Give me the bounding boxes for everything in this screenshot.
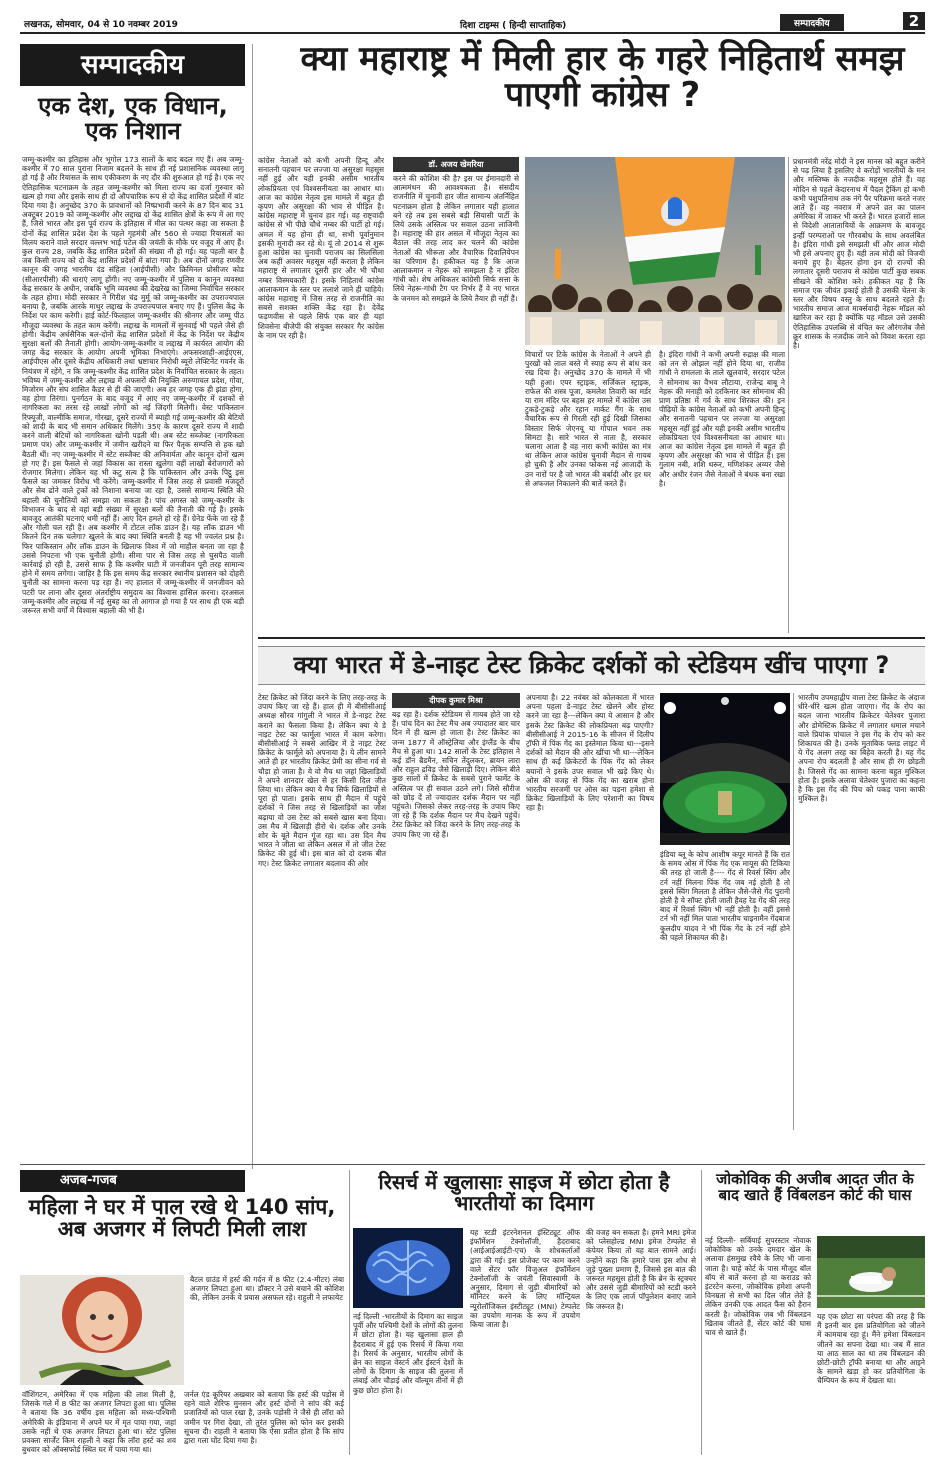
woman-portrait-photo	[20, 1275, 184, 1385]
cricket-col-3: अपनाया है। 22 नवंबर को कोलकाता में भारत अपना पहला डे-नाइट टेस्ट खेलने और होस्ट करने जा रहा है---लेकिन क्या ये आसान है और इसके टेस्ट क्रिकेट की लोकप्रियता बढ़ पाएगी? बीसीसीआई ने 2015-16 के सीजन में दिलीप ट्रॉफी में पिंक गेंद का इस्तेमाल किया था---इसने दर्शकों को मैदान की ओर खींचा भी था---लेकिन साथ ही कई क्रिकेटरों के पिंक गेंद को लेकर बयानों ने इसके उपर सवाल भी खड़े किए थे। ओस की वजह से पिंक गेंद का खराब होना भारतीय सरजमीं पर ओस का पड़ना हमेशा से क्रिकेट खिलाड़ियों के लिए परेशानी का विषय रहा है।	[526, 693, 654, 813]
brain-scan-photo	[353, 1228, 463, 1308]
snake-headline: महिला ने घर में पाल रखे थे 140 सांप, अब अजगर में लिपटी मिली लाश	[28, 1195, 336, 1242]
congress-col-2: करने की कोशिश की है? इस पर ईमानदारी से आत्ममंथन की आवश्यकता है। संसदीय राजनीति में चुनावी हार जीत सामान्य अंतर्निहित घटनाक्रम होता है लेकिन लगातार यही हालात बने रहे तब इस सबसे बड़ी सियासी पार्टी के लिये उसके अस्तित्व पर सवाल उठना लाजिमी है। महाराष्ट्र की हार असल में मौजूदा नेतृत्व का बैठाल की तरह लाद कर चलने की कांग्रेस नेताओं की भीरूता और वैचारिक दिवालियेपन का परिणाम है। हकीकत यह है कि आज आलाकमान न नेहरू को समझता है न इंदिरा गांधी को। शेष अधिकतर कांग्रेसी सिर्फ सत्ता के लिये नेहरू-गांधी टैग पर निर्भर हैं वे नए भारत के जनमन को समझते के लिये तैयार ही नहीं हैं।	[393, 174, 519, 303]
congress-col-3: विचारों पर टिके कांग्रेस के नेताओं ने अपने ही पुरखों को लाल बस्ते में स्याह रूप से बांध कर रख दिया है। अनुच्छेद 370 के मामले में भी यही हुआ। एयर स्ट्राइक, सर्जिकल स्ट्राइक, राफेल की शस्त्र पूजा, कमलेश तिवारी का मर्डर या राम मंदिर पर बहस हर मामले में कांग्रेस उस टुकड़े-टुकड़े और रहान मार्कट गैंग के साथ वैचारिक रूप से गिरती रही हुई दिखी जिसका विस्तार सिर्फ जेएनयू या गोपाल भवन तक सिमटा है। सारे भारत से नाता है, सरकार चलाना आता है वह नारा कभी कांग्रेस का मंत्र था लेकिन आज कांग्रेस चुनावी मैदान से गायब हो चुकी है और उनका फोकस नई आजादी के उन नारों पर है जो भारत की बर्बादी और हर घर से अफजल निकालने की बातें करते हैं।	[525, 350, 651, 488]
masthead-section: सम्पादकीय	[780, 14, 844, 31]
jokovic-headline: जोकोविक की अजीब आदत जीत के बाद खाते हैं विंबलडन कोर्ट की घास	[716, 1170, 914, 1204]
column-divider	[788, 157, 789, 633]
congress-col-1: कांग्रेस नेताओं को कभी अपनी हिन्दू और सनातनी पहचान पर लज्जा या असुरक्षा महसूस नहीं हुई और यही इनकी असीम भारतीय लोकप्रियता एवं विश्वसनीयता का आधार था। आज का कांग्रेस नेतृत्व इस मामले में बहुत ही कृपण और असुरक्षा की भाव से पीड़ित है। कांग्रेस महाराष्ट्र में चुनाव हार गई। वह राष्ट्रवादी कांग्रेस से भी पीछे चौथे नम्बर की पार्टी हो गई। अमल में यह होना ही था, सभी पूर्वानुमान इसकी मुनादी कर रहे थे। यूं तो 2014 से शुरू हुआ कांग्रेस का चुनावी पराजय का सिलसिला अब कहीं अवसर महसूस नहीं कराता है लेकिन महाराष्ट्र से लगातार दूसरी हार और भी चौथा नम्बर विस्मयकारी है। इसके निहितार्थ कांग्रेस आलाकमान के स्तर पर तलाशे जाने ही चाहिये। कांग्रेस महाराष्ट्र में जिस तरह से राजनीति का सबसे सशक्त शक्ति केंद्र रहा है। देवेंद्र फड़णवीस से पहले सिर्फ एक बार ही यहां शिवसेना बीजेपी की संयुक्त सरकार गैर कांग्रेस के नाम पर रही है।	[258, 156, 384, 340]
section-rule	[258, 637, 925, 639]
editorial-title: एक देश, एक विधान, एक निशान	[38, 92, 228, 146]
cricket-col-4: इंडिया ब्लू के कोच आशीष कपूर मानते हैं कि रात के समय ओस में पिंक गेंद एक मायूस की टिकिया की तरह हो जाती है---- गेंद से रिवर्स स्विंग और टर्न नहीं मिलना पिंक गेंद जब नई होती है तो इससे स्विंग मिलता है लेकिन जैसे-जैसे गेंद पुरानी होती है ये सॉफ्ट होती जाती हैवह रेड गेंद की तरह बाद में रिवर्स स्विंग भी नहीं होती है। वहीं इससे टर्न भी नहीं मिल पाता भारतीय चाइनामैन गेंदबाज कुलदीप यादव ने भी पिंक गेंद के टर्न नहीं होने की पहले शिकायत की है।	[660, 850, 790, 942]
snake-col-1: बैटल ग्राउंड में हर्स्ट की गर्दन में 8 फीट (2.4-मीटर) लंबा अजगर लिपटा हुआ था। डॉक्टर ने उसे बचाने की कोशिश की, लेकिन उनके ये प्रयास असफल रहे। राहुली ने लफायेट	[190, 1275, 344, 1303]
editorial-text: जम्मू-कश्मीर का इतिहास और भूगोल 173 सालों के बाद बदल गए हैं। अब जम्मू-कश्मीर में 70 साल पुराना निजाम बदलने के साथ ही नई प्रशासनिक व्यवस्था लागू हो गई है और रियासत के साथ एकीकरण के नए दौर की शुरुआत हो गई है। एक नए ऐतिहासिक घटनाक्रम के तहत जम्मू-कश्मीर को मिला राज्य का दर्जा गुरुवार को खत्म हो गया और इसके साथ ही दो औपचारिक रूप से दो केंद्र शासित प्रदेशों में बांट दिया गया है। अनुच्छेद 370 के प्रावधानों को निष्प्रभावी करने के 87 दिन बाद 31 अक्टूबर 2019 को जम्मू-कश्मीर और लद्दाख दो केंद्र शासित क्षेत्रों के रूप में आ गए हैं, जिसे भारत और इस पूर्व राज्य के इतिहास में मील का पत्थर कहा जा सकता है दोनों केंद्र शासित प्रदेश देश के पहले गृहमंत्री और 560 से ज्यादा रियासतों का विलय कराने वाले सरदार वल्लभ भाई पटेल की जयंती के मौके पर वजूद में आए हैं। कुल राज्य 28, जबकि केंद्र शासित प्रदेशों की संख्या नौ हो गई। यह पहली बार है जब किसी राज्य को दो केंद्र शासित प्रदेशों में बांटा गया है। अब दोनों जगह रणवीर कानून की जगह भारतीय दंड संहिता (आईपीसी) और क्रिमिनल प्रोसीजर कोड (सीआरपीसी) की धाराएं लागू होंगी। नए जम्मू-कश्मीर में पुलिस व कानून व्यवस्था केंद्र सरकार के अधीन, जबकि भूमि व्यवस्था की देखरेख का जिम्मा निर्वाचित सरकार के तहत होगा। मोदी सरकार ने गिरीश चंद्र मुर्मू को जम्मू-कश्मीर का उपराज्यपाल बनाया है, जबकि आरके माथुर लद्दाख के उपराज्यपाल बनाए गए हैं। पुलिस केंद्र के निर्देश पर काम करेगी। हाई कोर्ट-फिलहाल जम्मू-कश्मीर की श्रीनगर और जम्मू पीठ मौजूदा व्यवस्था के तहत काम करेंगी। लद्दाख के मामलों में सुनवाई भी पहले जैसे ही होगी। केंद्रीय अर्धसैनिक बल-दोनों केंद्र शासित प्रदेशों में केंद्र के निर्देश पर केंद्रीय सुरक्षा बलों की तैनाती होगी। आयोग-जम्मू-कश्मीर व लद्दाख में कार्यरत आयोग की जगह केंद्र सरकार के आयोग अपनी भूमिका निभाएंगे। अफसरशाही-आईएएस, आईपीएस और दूसरे केंद्रीय अधिकारी तथा भ्रष्टाचार निरोधी ब्यूरो लेफ्टिनेंट गवर्नर के नियंत्रण में रहेंगे, न कि जम्मू-कश्मीर केंद्र शासित प्रदेश के निर्वाचित सरकार के तहत। भविष्य में जम्मू-कश्मीर और लद्दाख में अफसरों की नियुक्ति अरुणाचल प्रदेश, गोवा, मिजोरम और संघ शासित कैडर से ही की जाएगी। अब हर जगह एक ही झंडा होगा, वह होगा तिरंगा। पुनर्गठन के बाद वजूद में आए नए जम्मू-कश्मीर में दशकों से नागरिकता का तरस रहे लाखों लोगों को नई जिंदगी मिलेगी। वेस्ट पाकिस्तान रिफ्यूजी, वाल्मीकि समाज, गोरखा, दूसरे राज्यों में ब्याही गई जम्मू-कश्मीर की बेटियों को शादी के बाद भी समान अधिकार मिलेंगे। 35ए के कारण दूसरे राज्य में शादी करने वाली बेटियों को नागरिकता खोनी पड़ती थी। अब स्टेट सब्जेक्ट (नागरिकता प्रमाण पत्र) और जम्मू-कश्मीर में जमीन खरीदने या फिर पैतृक सम्पत्ति से हक खो बैठती थीं। नए जम्मू-कश्मीर में स्टेट सब्जैक्ट की अनिवार्यता और कानून दोनों खत्म हो गए हैं। इस फैसले से जहां विकास का रास्ता खुलेगा वहीं लाखों बेरोजगारों को रोजगार मिलेगा। लेकिन यह भी कटु सत्य है कि पाकिस्तान और उनके पिट्ठू इस फैसले का जमकर विरोध भी करेंगे। जम्मू-कश्मीर में जिस तरह से प्रवासी मजदूरों और सेब ढोने वाले ट्रकों को निशाना बनाया जा रहा है, उससे सामान्य स्थिति की बहाली की चुनौतियों को समझा जा सकता है। पांच अगस्त को जम्मू-कश्मीर के विभाजन के बाद से वहां बड़ी संख्या में सुरक्षा बलों की तैनाती की गई है। इसके बावजूद आतंकी घटनाएं थमी नहीं हैं। आए दिन हमले हो रहे हैं। ग्रेनेड फेंके जा रहे हैं और गोली चल रही है। अब कश्मीर में टोटल लॉक डाउन है। यह लॉक डाउन भी कितने दिन तक चलेगा? खुलने के बाद क्या स्थिति बनती है यह भी ज्वलंत प्रश्न है। फिर पाकिस्तान और लॉक डाउन के खिलाफ विश्व में जो माहौल बनता जा रहा है उससे निपटना भी एक चुनौती होगी। सीमा पार से जिस तरह से घुसपैठ वाली कार्रवाई हो रही है, उससे साफ है कि कश्मीर घाटी में जनजीवन पूरी तरह सामान्य होने में समय लगेगा। जाहिर है कि इस समय केंद्र सरकार स्थानीय प्रशासन को दोहरी चुनौती का सामना करना पड़ रहा है। नए हालात में जम्मू-कश्मीर में जनजीवन को पटरी पर लाना और दूसरा अंतर्राष्ट्रीय समुदाय का विश्वास हासिल करना। दरअसल जम्मू-कश्मीर और लद्दाख में नई सुबह का तो आगाज हो गया है पर साथ ही एक बड़ी जरूरत सभी वर्गों में विश्वास बहाली की भी है।	[22, 155, 244, 615]
snake-col-3: जर्नल एंड कूरियर अखबार को बताया कि हर्स्ट की पड़ोस में रहने वाले शेरिफ मुनसन और हर्स्ट दोनों ने सांप की कई प्रजातियों को पाल रखा है, उनके पड़ोसी ने जैसे ही लॉरा को जमीन पर गिरा देखा, तो तुरंत पुलिस को फोन कर इसकी सूचना दी। राहली ने बताया कि ऐसा प्रतीत होता है कि सांप द्वारा गला घोंट दिया गया है।	[184, 1390, 344, 1446]
jokovic-grass-photo	[817, 1236, 925, 1308]
column-divider	[701, 1170, 702, 1455]
brain-col-3: की वजह बन सकता है। हमने MRI इमेज को प्लेसहोल्ड MNI इमेज टेम्पलेट से कंपेयर किया तो यह बात सामने आई। उन्होंने कहा कि हमारे पास इस शोध से जुड़े पुख्ता प्रमाण हैं, जिससे इस बात की जरूरत महसूस होती है कि ब्रेन के स्ट्रक्चर और उससे जुड़ी बीमारियों को स्टडी करने के लिए एक लार्ज पॉपुलेशन बनाए जाने कि जरूरत है।	[586, 1228, 696, 1311]
editorial-banner: सम्पादकीय	[20, 44, 245, 86]
column-divider	[349, 1170, 350, 1455]
column-divider	[793, 693, 794, 1130]
stadium-night-photo	[660, 693, 790, 845]
snake-col-2: वॉशिंगटन, अमेरिका में एक महिला की लाश मिली है, जिसके गले में 8 फीट का अजगर लिपटा हुआ था। पुलिस ने बताया कि 36 वर्षीय इस महिला को मध्य-पश्चिमी अमेरिकी के इंडियाना में अपने घर में मृत पाया गया, जहां उसके नहीं थे एक अजगर लिपटा हुआ था। स्टेट पुलिस प्रवक्ता सार्जेंट किम राहली ने कहा कि लॉरा हर्स्ट का शव बुधवार को ऑक्सफोर्ड स्थित घर में पाया गया था।	[22, 1390, 176, 1454]
ajab-gajab-label: अजब-गजब	[20, 1170, 245, 1192]
masthead	[20, 14, 925, 34]
cricket-byline: दीपक कुमार मिश्रा	[392, 693, 520, 708]
jokovic-col-1: नई दिल्ली- सर्बियाई सुपरस्टार नोवाक जोकोविक को उनके दमदार खेल के अलावा हंसमुख रवैये के लिए भी जाना जाता है। चाहे कोर्ट के पास मौजूद बॉल बॉय से बातें करना हो या कराउड को इंटरटेन करना, जोकोविक हमेशा अपनी विनम्रता से सभी का दिल जीत लेते हैं लेकिन उनकी एक आदत फैंस को हैरान करती है। जोकोविक जब भी विंबलडन खिताब जीतते हैं, सेंटर कोर्ट की घास चाव से खाते हैं।	[705, 1236, 811, 1338]
jokovic-col-2: यह एक छोटा सा परंपरा की तरह है कि मैं इतनी बार इस प्रतियोगिता को जीतने में कामयाब रहा हूं। मैंने हमेशा विंबलडन जीतने का सपना देखा था। जब मैं सात या आठ साल का था तब विंबलडन की छोटी-छोटी ट्रॉफी बनाया था और आइने के सामने खड़ा हो कर प्रतियोगिता के चैम्पियन के रूप में देखता था।	[817, 1312, 925, 1386]
page-number: 2	[903, 12, 925, 30]
congress-byline: डॉ. अजय खेमरिया	[393, 157, 519, 172]
cricket-col-5: भारतीय उपमहाद्वीप वाला टेस्ट क्रिकेट के अंदाज धीरे-धीरे खत्म होता जाएगा। गेंद के रोप का बदल जाना भारतीय क्रिकेटर चेतेश्वर पुजारा और डोमेस्टिक क्रिकेट में लगातार धमाल मचाने वाले प्रियांक पांचाल ने इस गेंद के रोप को कर शिकायत की है। उनके मुताबिक फ्लड लाइट में ये गेंद अलग तरह का बिहेव करती है। यह गेंद अपना रोप बदलती है और साथ ही रंग छोड़ती है। जिससे गेंद का सामना करना बहुत मुश्किल होता है। इसके अलावा चेतेश्वर पुजारा का कहना है कि इस गेंद की पिच को पकड़ पाना काफी मुश्किल है।	[798, 693, 925, 804]
masthead-paper-name: दिशा टाइम्स ( हिन्दी साप्ताहिक)	[460, 21, 567, 31]
congress-headline: क्या महाराष्ट्र में मिली हार के गहरे निहितार्थ समझ पाएगी कांग्रेस ?	[300, 39, 905, 115]
congress-col-5: प्रधानमंत्री नरेंद्र मोदी ने इस मानस को बहुत करीने से पढ़ लिया है इसलिए वे करोड़ों भारतीयों के मन और मस्तिष्क के नजदीक महसूस होते हैं। वह मोदिन से पहले केदारनाथ में पैदल ट्रैकिंग हो कभी कभी पशुपतिनाथ तक नंगे पैर परिक्रमा करते नजर आते हैं। वह नवरात्र में अपने व्रत का पालन अमेरिका में जाकर भी करते हैं। भारत हजारों साल से विदेशी आतातायियों के आक्रमण के बावजूद इन्हीं परम्पराओं पर गौरवबोध के साथ अवलंबित है। इंदिरा गांधी इसे समझती थीं और आज मोदी भी इसे अपनाए हुए हैं। यही तत्व मोदी को विजयी बनाये हुए है। बेहतर होगा इन दो राज्यों की लगातार दूसरी पराजय से कांग्रेस पार्टी कुछ सबक सीखने की कोशिश करे। हकीकत यह है कि समाज एक जीवंत इकाई होती है उसकी चेतना के स्तर और विषय वस्तु के साथ बदलते रहते हैं। भारतीय समाज आज मार्क्सवादी नेहरू मॉडल को खारिज कर रहा है क्योंकि यह मॉडल उसे उसकी ऐतिहासिक उपलब्धि से वंचित कर औरंगजेब जैसे क्रूर शासक के नजदीक जाने को विवश करता रहा है।	[793, 157, 925, 351]
cricket-headline: क्या भारत में डे-नाइट टेस्ट क्रिकेट दर्शकों को स्टेडियम खींच पाएगा ?	[258, 646, 925, 685]
section-rule	[20, 1164, 925, 1165]
cricket-col-1: टेस्ट क्रिकेट को जिंदा करने के लिए तरह-तरह के उपाय किए जा रहे हैं। हाल ही में बीसीसीआई अध्यक्ष सौरव गांगुली ने भारत में डे-नाइट टेस्ट कराने का फैसला किया है। लेकिन क्या ये डे नाइट टेस्ट का फार्मूला भारत में काम करेगा। बीसीसीआई ने सबसे आखिर में डे नाइट टेस्ट क्रिकेट के फार्मूले को अपनाया है। ये लीन सामने आते ही हर भारतीय क्रिकेट प्रेमी का सीना गर्व से चौड़ा हो जाता है। ये वो मैच था जहां खिलाड़ियों ने अपने शानदार खेल से हर किसी दिल जीत लिया था। लेकिन क्या ये मैच सिर्फ खिलाड़ियों से पूरा हो पाता। इसके साथ ही मैदान में पहुंचे दर्शकों ने जिस तरह से खिलाड़ियों का जोश बढ़ाया वो उस टेस्ट को सबसे खास बना दिया। उस मैच में खिलाड़ी हीरो थे। दर्शक और उनके शोर के बूते मैदान गूंज रहा था। उस दिन मैच भारत ने जीता था लेकिन असल में तो जीत टेस्ट क्रिकेट की हुई थी। इस बात को दो दशक बीत गए। टेस्ट क्रिकेट लगातार बदलाव की ओर	[258, 693, 386, 868]
masthead-date: लखनऊ, सोमवार, 04 से 10 नवम्बर 2019	[24, 20, 178, 30]
congress-rally-photo	[525, 157, 785, 345]
column-divider	[252, 44, 253, 1169]
cricket-col-2: बढ़ रहा है। दर्शक स्टेडियम से गायब होते जा रहे हैं। पांच दिन का टेस्ट मैच अब ज्यादातर बार चार दिन में ही खत्म हो जाता है। टेस्ट क्रिकेट का जन्म 1877 में ऑस्ट्रेलिया और इंग्लैंड के बीच मैच से हुआ था। 142 सालों के टेस्ट इतिहास ने कई डॉन ब्रैडमैन, सचिन तेंदुलकर, ब्रायन लारा और राहुल द्रविड़ जैसे खिलाड़ी दिए। लेकिन बीते कुछ सालों में क्रिकेट के सबसे पुराने फार्मेट के अस्तित्व पर ही सवाल उठने लगे। जिसे सौरीज को छोड़ दें तो ज्यादातर दर्शक मैदान पर नहीं पहुंचते। जिसको लेकर तरह-तरह के उपाय किए जा रहे हैं कि दर्शक मैदान पर मैच देखने पहुंचें। टेस्ट क्रिकेट को जिंदा करने के लिए तरह-तरह के उपाय किए जा रहे हैं।	[392, 710, 520, 839]
brain-col-2: यह स्टडी इंटरनेशनल इंस्टिट्यूट ऑफ इंफॉर्मेशन टेक्नोलॉजी, हैदराबाद (आईआईआईटी-एच) के शोधकर्ताओं द्वारा की गई। इस प्रोजेक्ट पर काम करने वाले सेंटर फॉर विजुअल इंफॉर्मेशन टेक्नोलॉजी के जयंती सिवास्वामी के अनुसार, दिमाग से जुड़ी बीमारियों को मॉनिटर करने के लिए मॉन्ट्रियल न्यूरोलॉजिकल इंस्टीट्यूट (MNI) टेम्पलेट का उपयोग मानक के रूप में उपयोग किया जाता है।	[470, 1228, 580, 1330]
brain-headline: रिसर्च में खुलासाः साइज में छोटा होता है भारतीयों का दिमाग	[378, 1170, 670, 1215]
brain-col-1: नई दिल्ली -भारतीयों के दिमाग का साइज पूर्वी और पश्चिमी देशों के लोगों की तुलना में छोटा होता है। यह खुलासा हाल ही हैदराबाद में हुई एक रिसर्च में किया गया है। रिसर्च के अनुसार, भारतीय लोगों के ब्रेन का साइज वेस्टर्न और ईस्टर्न देशों के लोगों के दिमाग के साइज की तुलना में लंबाई और चौड़ाई और वॉल्यूम तीनों में ही कुछ छोटा होता है।	[353, 1312, 463, 1395]
congress-col-4: है। इंदिरा गांधी ने कभी अपनी रुद्राक्ष की माला को तन से ओझल नहीं होने दिया था, राजीव गांधी ने रामलला के ताले खुलवाये, सरदार पटेल ने सोमनाथ का वैभव लौटाया, राजेन्द्र बाबू ने नेहरू की मनाही को दरकिनार कर सोमनाथ की प्राण प्रतिष्ठा में गर्व के साथ शिरकत की। इन पीढ़ियों के कांग्रेस नेताओं को कभी अपनी हिन्दू और सनातनी पहचान पर लज्जा या असुरक्षा महसूस नहीं हुई और यही इनकी असीम भारतीय लोकप्रियता एवं विश्वसनीयता का आधार था। आज का कांग्रेस नेतृत्व इस मामले में बहुत ही कृपण और असुरक्षा की भाव से पीड़ित है। इस गुलाम नबी, शशि थरूर, मणिशंकर अय्यर जैसे और अधीर रंजन जैसे नेताओं ने बंधक बना रखा है।	[659, 350, 785, 488]
